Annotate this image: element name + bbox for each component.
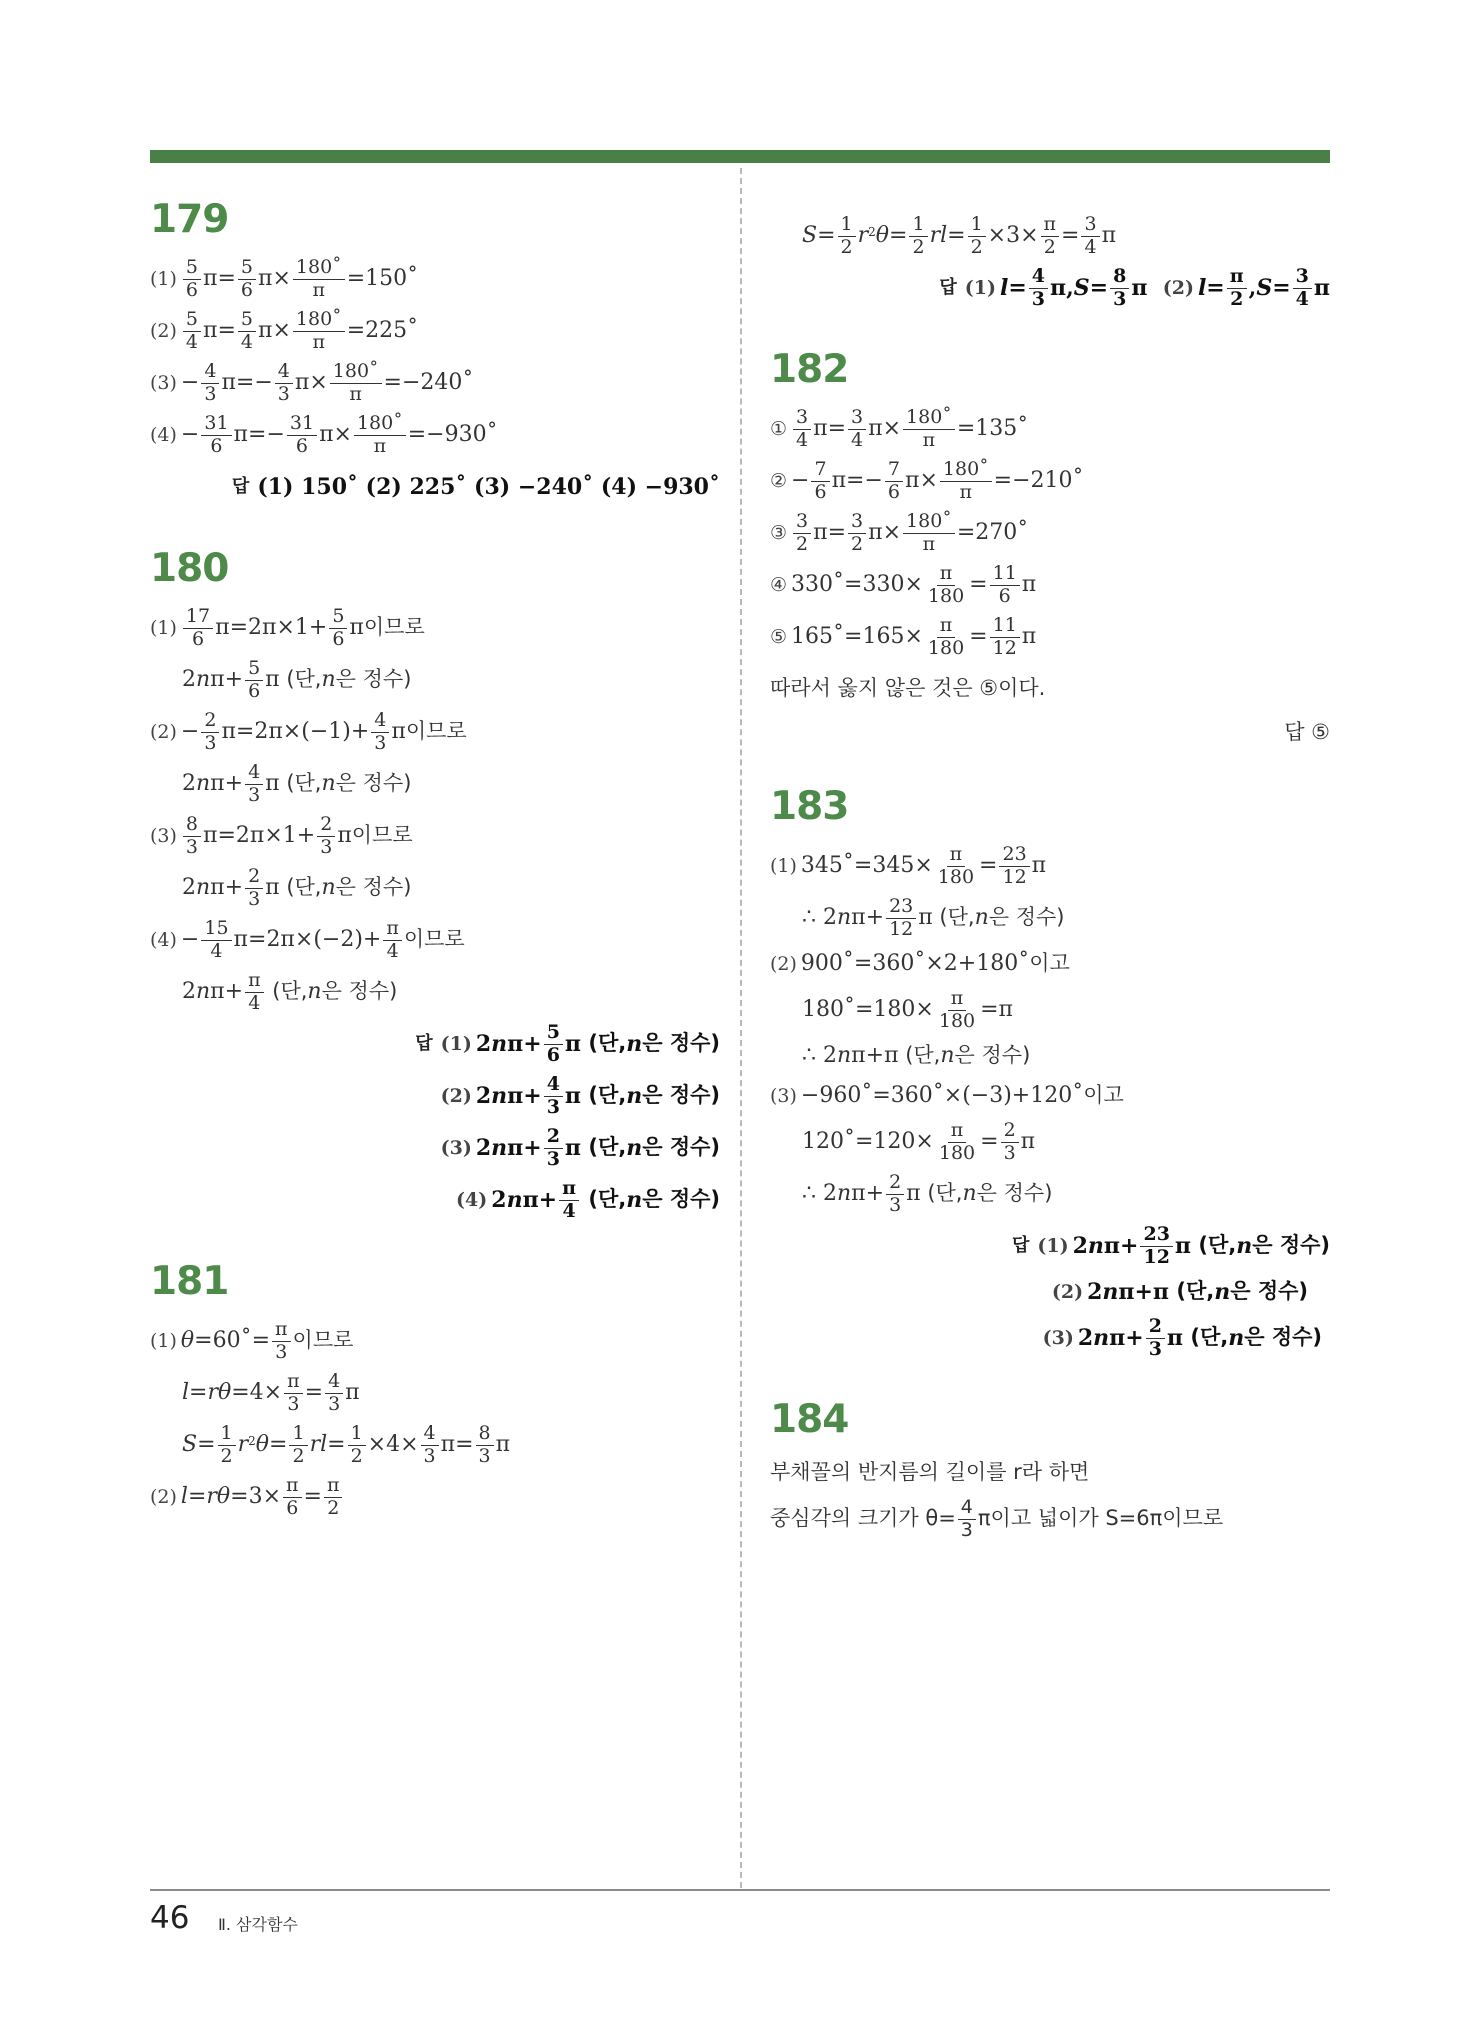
problem-182 (770, 347, 1330, 751)
solution-line: ② − 7 6 π=− 7 6 π× 180˚ π =−210˚ (770, 457, 1084, 503)
solution-line: S = 1 2 r $^2$ θ = 1 2 rl = 1 2 ×3× π 2 = 3 4 π (802, 212, 1117, 258)
solution-line: (4) − 15 4 π=2π×(−2)+ π 4 이므로 (150, 916, 465, 962)
solution-line: (3) −960˚=360˚×(−3)+120˚ 이고 (770, 1082, 1124, 1108)
problem-184 (770, 1397, 1330, 1545)
solution-line: 2 n π+ 4 3 π (단, n 은 정수) (182, 760, 412, 806)
solution-line: S = 1 2 r $^2$ θ = 1 2 rl = 1 2 ×4× 4 3 π= 8 3 π (182, 1421, 511, 1467)
solution-line: ∴ 2 n π+ 23 12 π (단, n 은 정수) (802, 894, 1065, 940)
solution-line: (1) 5 6 π= 5 6 π× 180˚ π =150˚ (150, 255, 419, 301)
solution-line: (1) 345˚=345× π 180 = 23 12 π (770, 842, 1047, 888)
problem-179 (150, 197, 720, 513)
page-number: 46 (150, 1900, 190, 1936)
conclusion-text: 따라서 옳지 않은 것은 ⑤이다. (770, 676, 1046, 701)
problem-number: 183 (770, 784, 849, 829)
answer-line: (3) 2 n π+ 2 3 π (단, n 은 정수) (1042, 1314, 1322, 1360)
problem-number: 180 (150, 546, 229, 591)
solution-line: ① 3 4 π= 3 4 π× 180˚ π =135˚ (770, 405, 1029, 451)
problem-180 (150, 546, 720, 1226)
problem-number: 179 (150, 197, 229, 242)
solution-line: (1) 17 6 π=2π×1+ 5 6 π 이므로 (150, 604, 425, 650)
solution-line: (3) 8 3 π=2π×1+ 2 3 π 이므로 (150, 812, 413, 858)
solution-line: ③ 3 2 π= 3 2 π× 180˚ π =270˚ (770, 509, 1029, 555)
solution-line: (3) − 4 3 π=− 4 3 π× 180˚ π =−240˚ (150, 359, 474, 405)
problem-number: 184 (770, 1397, 849, 1442)
top-accent-bar (150, 150, 1330, 163)
answer-line: 답 ⑤ (1284, 720, 1330, 745)
solution-line: (2) l = rθ =3× π 6 = π 2 (150, 1471, 720, 1523)
bottom-rule (150, 1889, 1330, 1891)
solution-line: ⑤ 165˚=165× π 180 = 11 12 π (770, 613, 1037, 659)
answer-line: (2) 2 n π+ 4 3 π (단, n 은 정수) (440, 1072, 720, 1118)
answer-line: 답 (1) 150˚ (2) 225˚ (3) −240˚ (4) −930˚ (231, 473, 720, 500)
solution-line: (4) − 31 6 π=− 31 6 π× 180˚ π =−930˚ (150, 411, 498, 457)
answer-line: 답 (1) 2 n π+ 23 12 π (단, n 은 정수) (1012, 1222, 1330, 1268)
problem-number: 181 (150, 1259, 229, 1304)
solution-text: 부채꼴의 반지름의 길이를 r라 하면 (770, 1460, 1090, 1485)
solution-line: (2) 5 4 π= 5 4 π× 180˚ π =225˚ (150, 307, 419, 353)
solution-line: (2) 900˚=360˚×2+180˚ 이고 (770, 950, 1070, 976)
solution-line: 180˚=180× π 180 =π (802, 986, 1014, 1032)
solution-line: ∴ 2 n π+ 2 3 π (단, n 은 정수) (802, 1170, 1053, 1216)
solution-line: 2 n π+ 5 6 π (단, n 은 정수) (182, 656, 412, 702)
solution-line: l = rθ =4× π 3 = 4 3 π (182, 1369, 360, 1415)
solution-line: (2) − 2 3 π=2π×(−1)+ 4 3 π 이므로 (150, 708, 467, 754)
problem-181 (150, 1259, 720, 1523)
solution-line: ∴ 2 n π+π (단, n 은 정수) (802, 1042, 1031, 1068)
solution-line: 2 n π+ 2 3 π (단, n 은 정수) (182, 864, 412, 910)
solution-line: 120˚=120× π 180 = 2 3 π (802, 1118, 1036, 1164)
problem-number: 182 (770, 347, 849, 392)
answer-line: 답 (1) l = 4 3 π, S = 8 3 π (2) l = π 2 , S = 3 4 π (939, 264, 1330, 310)
chapter-label: Ⅱ. 삼각함수 (218, 1915, 298, 1934)
answer-line: (2) 2 n π+π (단, n 은 정수) (1051, 1278, 1308, 1305)
answer-line: 답 (1) 2 n π+ 5 6 π (단, n 은 정수) (415, 1020, 720, 1066)
solution-line: (1) θ =60˚= π 3 이므로 (150, 1317, 354, 1363)
problem-181-continued (770, 210, 1330, 314)
problem-183 (770, 784, 1330, 1364)
column-divider (740, 168, 742, 1888)
solution-text: 중심각의 크기가 θ= $\frac{4}{3}$ π이고 넓이가 S=6π이므로 (770, 1495, 1224, 1541)
answer-line: (3) 2 n π+ 2 3 π (단, n 은 정수) (440, 1124, 720, 1170)
answer-line: (4) 2 n π+ π 4 (단, n 은 정수) (456, 1176, 720, 1222)
solution-line: 2 n π+ π 4 (단, n 은 정수) (182, 968, 398, 1014)
right-column (770, 210, 1330, 1581)
left-column (150, 197, 720, 1559)
solution-line: ④ 330˚=330× π 180 = 11 6 π (770, 561, 1037, 607)
